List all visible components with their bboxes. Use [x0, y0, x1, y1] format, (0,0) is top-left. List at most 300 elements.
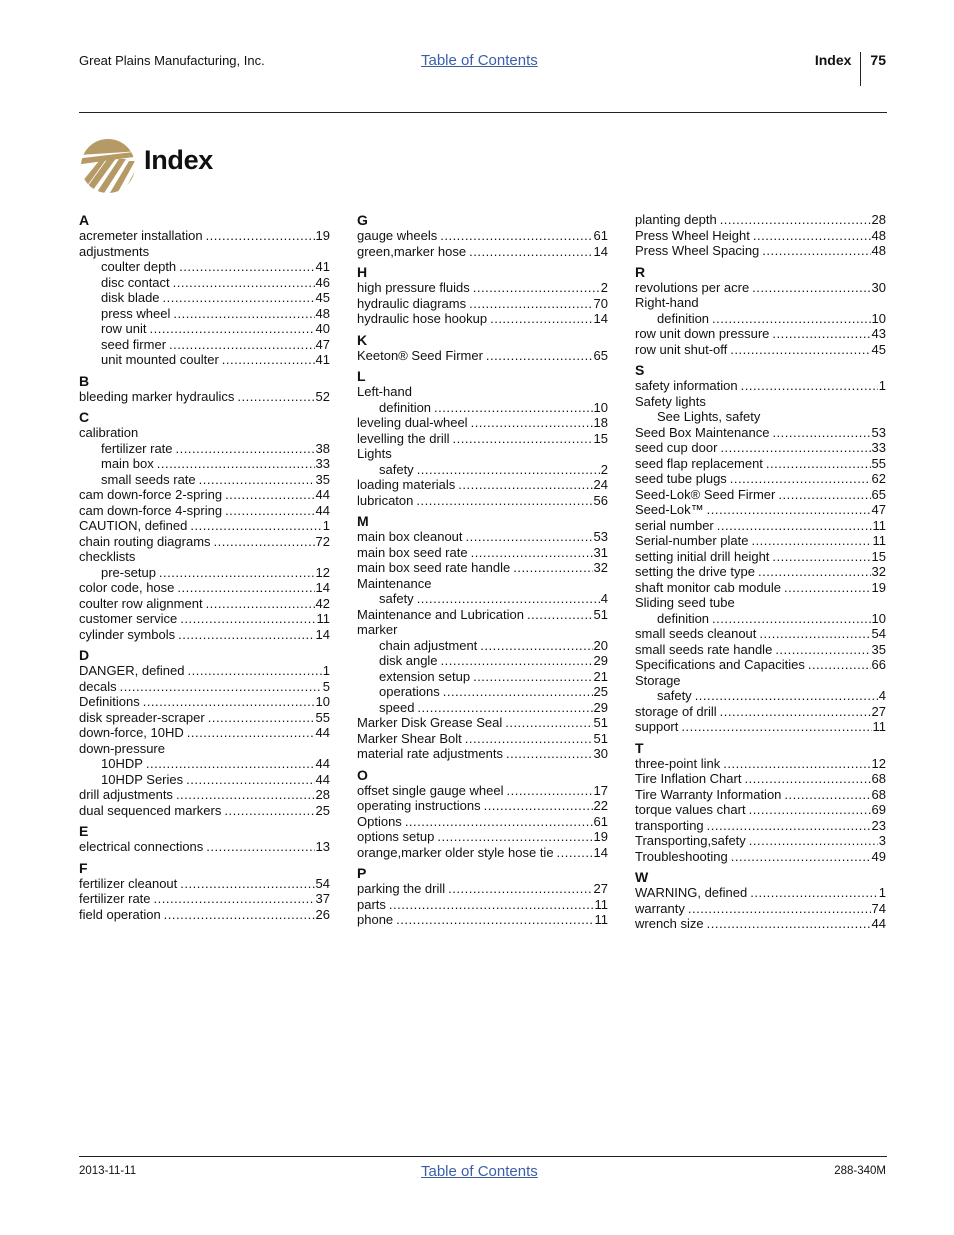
index-column-3 [635, 212, 886, 932]
index-entry[interactable] [357, 529, 608, 545]
index-entry[interactable] [635, 440, 886, 456]
index-page-number[interactable]: 69 [871, 802, 886, 817]
index-page-number[interactable]: 66 [871, 657, 886, 672]
index-entry[interactable] [357, 477, 608, 493]
dot-leader [224, 803, 314, 819]
index-entry-text: unit mounted coulter [101, 352, 219, 367]
index-page-number[interactable]: 41 [315, 259, 330, 274]
index-entry[interactable] [79, 694, 330, 710]
index-page-number[interactable]: 74 [871, 900, 886, 916]
index-entry[interactable] [635, 833, 886, 849]
index-page-number[interactable]: 33 [315, 456, 330, 471]
index-entry-text: transporting [635, 817, 704, 833]
index-page-number[interactable]: 40 [315, 321, 330, 336]
index-entry-text: Keeton® Seed Firmer [357, 347, 483, 363]
index-entry[interactable] [79, 487, 330, 503]
index-entry-text: small seeds rate handle [635, 641, 773, 657]
dot-leader [180, 876, 314, 892]
index-page-number[interactable]: 47 [315, 336, 330, 352]
index-page-number[interactable]: 44 [315, 725, 330, 740]
index-page-number[interactable]: 44 [315, 771, 330, 787]
index-page-number[interactable]: 2 [600, 280, 608, 295]
index-page-number[interactable]: 48 [315, 305, 330, 321]
index-entry-text: checklists [79, 549, 136, 564]
index-entry[interactable] [635, 580, 886, 596]
index-entry[interactable] [357, 845, 608, 861]
index-entry[interactable] [357, 493, 608, 509]
dot-leader [164, 907, 315, 923]
index-subentry[interactable] [79, 306, 330, 322]
index-page-number[interactable]: 14 [593, 243, 608, 259]
index-letter-heading: S [635, 362, 645, 378]
index-entry[interactable] [635, 456, 886, 472]
header-toc-link[interactable]: Table of Contents [421, 52, 538, 69]
index-page-number[interactable]: 3 [878, 833, 886, 848]
index-page-number[interactable]: 48 [871, 227, 886, 243]
index-entry[interactable] [79, 627, 330, 643]
index-entry[interactable] [357, 280, 608, 296]
index-page-number[interactable]: 48 [871, 243, 886, 258]
index-entry[interactable] [357, 311, 608, 327]
index-page-number[interactable]: 51 [593, 606, 608, 622]
dot-leader [157, 456, 315, 472]
index-page-number[interactable]: 41 [315, 352, 330, 367]
index-page-number[interactable]: 10 [871, 610, 886, 626]
index-page-number[interactable]: 1 [322, 518, 330, 533]
index-entry-text: Sliding seed tube [635, 595, 735, 610]
index-entry-text: cam down-force 2-spring [79, 487, 223, 502]
dot-leader [707, 818, 871, 834]
index-page-number[interactable]: 68 [871, 786, 886, 802]
index-page-number[interactable]: 37 [315, 891, 330, 906]
index-page-number[interactable]: 53 [871, 424, 886, 440]
index-entry[interactable] [79, 907, 330, 923]
index-entry[interactable] [79, 518, 330, 534]
index-subentry[interactable] [79, 290, 330, 306]
index-subentry[interactable] [635, 688, 886, 704]
index-subentry[interactable] [357, 669, 608, 685]
dot-leader [720, 212, 871, 228]
index-entry[interactable] [635, 704, 886, 720]
index-page-number[interactable]: 27 [593, 881, 608, 896]
index-subentry[interactable] [79, 441, 330, 457]
dot-leader [720, 704, 871, 720]
index-page-number[interactable]: 14 [315, 580, 330, 595]
dot-leader [784, 580, 871, 596]
index-entry-text: Maintenance [357, 575, 432, 591]
index-entry-text: color code, hose [79, 580, 175, 595]
index-page-number[interactable]: 10 [871, 310, 886, 326]
dot-leader [208, 710, 315, 726]
dot-leader [772, 326, 870, 342]
dot-leader [707, 502, 871, 518]
index-subentry[interactable] [357, 700, 608, 716]
index-subentry[interactable] [635, 311, 886, 327]
index-entry-text: small seeds rate [101, 471, 196, 487]
index-entry [635, 595, 886, 611]
index-entry-text: row unit [101, 321, 147, 336]
index-entry[interactable] [635, 212, 886, 228]
dot-leader [490, 311, 592, 327]
index-entry[interactable] [635, 885, 886, 901]
index-subentry[interactable] [79, 275, 330, 291]
index-subentry[interactable] [357, 591, 608, 607]
index-entry[interactable] [635, 549, 886, 565]
index-subentry[interactable] [357, 653, 608, 669]
index-entry[interactable] [635, 657, 886, 673]
dot-leader [434, 400, 592, 416]
index-page-number[interactable]: 11 [316, 611, 330, 626]
dot-leader [222, 352, 315, 368]
index-entry[interactable] [635, 471, 886, 487]
dot-leader [206, 839, 314, 855]
index-entry[interactable] [79, 389, 330, 405]
index-page-number[interactable]: 11 [872, 719, 886, 734]
index-entry[interactable] [357, 431, 608, 447]
index-entry-text: row unit shut-off [635, 341, 728, 357]
index-entry-text: WARNING, defined [635, 885, 748, 900]
index-entry[interactable] [357, 912, 608, 928]
index-entry-text: options setup [357, 829, 435, 844]
index-subentry[interactable] [357, 684, 608, 700]
index-page-number[interactable]: 5 [322, 678, 330, 694]
index-entry [357, 384, 608, 400]
index-entry-text: Lights [357, 446, 392, 461]
index-page-number[interactable]: 51 [593, 730, 608, 746]
index-page-number[interactable]: 49 [871, 848, 886, 864]
index-page-number[interactable]: 4 [878, 688, 886, 703]
index-entry[interactable] [79, 534, 330, 550]
index-entry-text: electrical connections [79, 839, 204, 854]
index-page-number[interactable]: 29 [593, 653, 608, 668]
dot-leader [237, 389, 314, 405]
index-entry-text: Safety lights [635, 393, 706, 409]
index-entry[interactable] [635, 626, 886, 642]
index-entry[interactable] [79, 503, 330, 519]
index-entry[interactable] [635, 487, 886, 503]
index-page-number[interactable]: 45 [315, 290, 330, 305]
dot-leader [730, 471, 871, 487]
index-page-number[interactable]: 45 [871, 341, 886, 357]
index-page-number[interactable]: 61 [593, 813, 608, 829]
index-entry[interactable] [79, 725, 330, 741]
footer-toc-link[interactable]: Table of Contents [421, 1163, 538, 1180]
index-subentry[interactable] [357, 638, 608, 654]
index-page-number[interactable]: 11 [594, 912, 608, 927]
index-page-number[interactable]: 62 [871, 471, 886, 486]
index-page-number[interactable]: 27 [871, 703, 886, 719]
index-page-number[interactable]: 14 [593, 311, 608, 326]
index-page-number[interactable]: 10 [315, 694, 330, 709]
index-entry[interactable] [357, 560, 608, 576]
index-page-number[interactable]: 1 [878, 885, 886, 900]
index-entry[interactable] [357, 746, 608, 762]
index-page-number[interactable]: 10 [593, 399, 608, 415]
index-page-number[interactable]: 44 [315, 502, 330, 518]
index-entry[interactable] [635, 502, 886, 518]
dot-leader [177, 580, 314, 596]
index-page-number[interactable]: 26 [315, 906, 330, 922]
index-entry[interactable] [357, 296, 608, 312]
index-page-number[interactable]: 12 [315, 564, 330, 580]
dot-leader [720, 440, 870, 456]
index-page-number[interactable]: 18 [593, 415, 608, 430]
index-entry[interactable] [79, 876, 330, 892]
index-entry[interactable] [635, 228, 886, 244]
index-entry[interactable] [635, 756, 886, 772]
index-entry-text: CAUTION, defined [79, 518, 188, 533]
index-subentry[interactable] [79, 259, 330, 275]
footer-date: 2013-11-11 [79, 1165, 137, 1177]
index-entry[interactable] [357, 545, 608, 561]
index-entry[interactable] [635, 719, 886, 735]
index-entry-text: calibration [79, 425, 139, 440]
dot-leader [417, 591, 600, 607]
index-entry[interactable] [635, 802, 886, 818]
index-page-number[interactable]: 44 [871, 916, 886, 931]
index-subentry [635, 409, 886, 425]
index-page-number[interactable]: 1 [878, 378, 886, 393]
index-entry[interactable] [635, 533, 886, 549]
index-entry[interactable] [79, 580, 330, 596]
index-entry[interactable] [79, 679, 330, 695]
index-page-number[interactable]: 65 [871, 486, 886, 502]
index-page-number[interactable]: 54 [871, 626, 886, 641]
index-page-number[interactable]: 25 [315, 802, 330, 818]
dot-leader [723, 756, 870, 772]
index-page-number[interactable]: 31 [593, 544, 608, 560]
index-page-number[interactable]: 11 [872, 533, 886, 548]
index-page-number[interactable]: 44 [315, 487, 330, 502]
index-page-number[interactable]: 22 [593, 798, 608, 813]
index-entry[interactable] [79, 803, 330, 819]
index-entry[interactable] [635, 787, 886, 803]
index-entry [357, 446, 608, 462]
index-page-number[interactable]: 35 [871, 641, 886, 657]
index-entry[interactable] [357, 244, 608, 260]
index-entry[interactable] [357, 798, 608, 814]
page-number: 75 [870, 52, 886, 68]
dot-leader [730, 342, 870, 358]
index-entry[interactable] [357, 607, 608, 623]
index-entry[interactable] [635, 425, 886, 441]
dot-leader [150, 321, 315, 337]
index-page-number[interactable]: 42 [315, 595, 330, 611]
index-page-number[interactable]: 25 [593, 684, 608, 699]
dot-leader [506, 783, 592, 799]
dot-leader [186, 772, 314, 788]
index-entry[interactable] [79, 839, 330, 855]
header-rule [79, 112, 887, 113]
index-entry[interactable] [635, 771, 886, 787]
index-entry[interactable] [357, 715, 608, 731]
dot-leader [417, 462, 600, 478]
index-entry[interactable] [635, 849, 886, 865]
index-page-number[interactable]: 14 [315, 626, 330, 642]
index-entry[interactable] [357, 881, 608, 897]
index-subentry[interactable] [79, 565, 330, 581]
index-subentry[interactable] [357, 400, 608, 416]
index-entry-text: fertilizer cleanout [79, 875, 178, 891]
index-subentry[interactable] [635, 611, 886, 627]
index-entry-text: setting the drive type [635, 564, 755, 579]
index-entry[interactable] [79, 611, 330, 627]
dot-leader [417, 700, 592, 716]
index-entry-text: press wheel [101, 305, 171, 321]
index-page-number[interactable]: 35 [315, 471, 330, 487]
dot-leader [173, 306, 314, 322]
dot-leader [180, 611, 315, 627]
index-entry[interactable] [635, 280, 886, 296]
index-entry-text: 10HDP Series [101, 771, 184, 787]
index-page-number[interactable]: 56 [593, 492, 608, 508]
index-letter-heading: P [357, 865, 367, 881]
index-entry[interactable] [79, 787, 330, 803]
index-entry[interactable] [635, 818, 886, 834]
index-entry[interactable] [635, 342, 886, 358]
index-entry-text: leveling dual-wheel [357, 415, 468, 430]
index-entry[interactable] [357, 348, 608, 364]
index-entry[interactable] [635, 378, 886, 394]
index-page-number[interactable]: 12 [871, 755, 886, 771]
index-page-number[interactable]: 28 [871, 212, 886, 227]
index-entry[interactable] [357, 829, 608, 845]
index-page-number[interactable]: 14 [593, 844, 608, 860]
index-entry-text: main box seed rate handle [357, 560, 511, 575]
index-page-number[interactable]: 53 [593, 529, 608, 544]
index-entry-text: safety [379, 461, 414, 477]
index-page-number[interactable]: 29 [593, 699, 608, 715]
dot-leader [441, 653, 593, 669]
index-entry-text: Definitions [79, 694, 140, 709]
index-page-number[interactable]: 30 [593, 746, 608, 761]
index-entry-text: Marker Shear Bolt [357, 730, 462, 746]
index-page-number[interactable]: 55 [871, 455, 886, 471]
index-page-number[interactable]: 38 [315, 440, 330, 456]
index-page-number[interactable]: 32 [593, 560, 608, 575]
index-entry[interactable] [357, 415, 608, 431]
index-page-number[interactable]: 24 [593, 477, 608, 492]
index-entry[interactable] [357, 783, 608, 799]
index-entry[interactable] [79, 663, 330, 679]
footer-doc-number: 288-340M [834, 1165, 886, 1177]
index-page-number[interactable]: 33 [871, 440, 886, 455]
index-subentry[interactable] [79, 456, 330, 472]
index-subentry[interactable] [79, 337, 330, 353]
dot-leader [396, 912, 593, 928]
index-entry-text: hydraulic hose hookup [357, 311, 488, 326]
index-page-number[interactable]: 4 [600, 591, 608, 606]
index-page-number[interactable]: 43 [871, 326, 886, 341]
dot-leader [557, 845, 593, 861]
index-subentry[interactable] [79, 321, 330, 337]
index-page-number[interactable]: 47 [871, 502, 886, 517]
index-page-number[interactable]: 28 [315, 787, 330, 802]
index-page-number[interactable]: 2 [600, 461, 608, 477]
index-page-number[interactable]: 32 [871, 564, 886, 579]
index-page-number[interactable]: 52 [315, 388, 330, 404]
index-entry-text: disc contact [101, 274, 170, 290]
index-page-number[interactable]: 61 [593, 228, 608, 243]
dot-leader [405, 814, 593, 830]
index-entry[interactable] [79, 891, 330, 907]
index-entry[interactable] [79, 710, 330, 726]
index-entry[interactable] [635, 564, 886, 580]
index-page-number[interactable]: 46 [315, 274, 330, 290]
index-letter-heading: T [635, 739, 644, 756]
index-page-number[interactable]: 1 [322, 663, 330, 678]
index-subentry[interactable] [357, 462, 608, 478]
index-page-number[interactable]: 68 [871, 771, 886, 786]
index-page-number[interactable]: 72 [315, 533, 330, 549]
index-letter-heading: B [79, 372, 90, 389]
index-entry-text: chain routing diagrams [79, 533, 211, 549]
index-page-number[interactable]: 17 [593, 782, 608, 798]
index-entry [79, 425, 330, 441]
index-entry[interactable] [357, 897, 608, 913]
index-entry-text: wrench size [635, 916, 704, 931]
index-entry-text: Maintenance and Lubrication [357, 606, 524, 622]
index-entry[interactable] [357, 228, 608, 244]
index-entry[interactable] [635, 916, 886, 932]
index-entry-text: parts [357, 896, 386, 912]
index-page-number[interactable]: 51 [593, 715, 608, 730]
index-entry-text: safety [379, 591, 414, 606]
index-page-number[interactable]: 13 [315, 839, 330, 854]
index-page-number[interactable]: 30 [871, 279, 886, 295]
index-page-number[interactable]: 19 [871, 579, 886, 595]
index-entry[interactable] [635, 901, 886, 917]
index-page-number[interactable]: 54 [315, 875, 330, 891]
index-page-number[interactable]: 19 [315, 228, 330, 243]
index-entry[interactable] [79, 228, 330, 244]
index-page-number[interactable]: 19 [593, 829, 608, 844]
index-entry[interactable] [635, 518, 886, 534]
index-entry-text: Tire Warranty Information [635, 786, 782, 802]
index-subentry[interactable] [79, 772, 330, 788]
dot-leader [744, 771, 870, 787]
index-page-number[interactable]: 44 [315, 756, 330, 771]
index-page-number[interactable]: 21 [593, 668, 608, 684]
dot-leader [469, 296, 592, 312]
index-page-number[interactable]: 15 [593, 430, 608, 446]
index-entry[interactable] [635, 243, 886, 259]
index-entry-text: dual sequenced markers [79, 802, 222, 818]
index-entry[interactable] [357, 731, 608, 747]
index-subentry[interactable] [79, 472, 330, 488]
dot-leader [471, 415, 593, 431]
index-page-number[interactable]: 20 [593, 637, 608, 653]
index-entry-text: Troubleshooting [635, 848, 728, 864]
company-name: Great Plains Manufacturing, Inc. [79, 53, 265, 68]
index-entry[interactable] [635, 326, 886, 342]
index-entry[interactable] [357, 814, 608, 830]
index-page-number[interactable]: 65 [593, 347, 608, 363]
index-entry[interactable] [79, 596, 330, 612]
index-subentry[interactable] [79, 756, 330, 772]
index-page-number[interactable]: 11 [594, 896, 608, 912]
index-page-number[interactable]: 23 [871, 817, 886, 833]
index-entry-text: coulter depth [101, 259, 177, 274]
dot-leader [762, 243, 870, 259]
index-page-number[interactable]: 15 [871, 548, 886, 564]
index-page-number[interactable]: 11 [872, 517, 886, 533]
index-entry-text: fertilizer rate [101, 440, 173, 456]
index-page-number[interactable]: 55 [315, 709, 330, 725]
index-entry[interactable] [635, 642, 886, 658]
index-page-number[interactable]: 70 [593, 295, 608, 311]
index-subentry[interactable] [79, 352, 330, 368]
